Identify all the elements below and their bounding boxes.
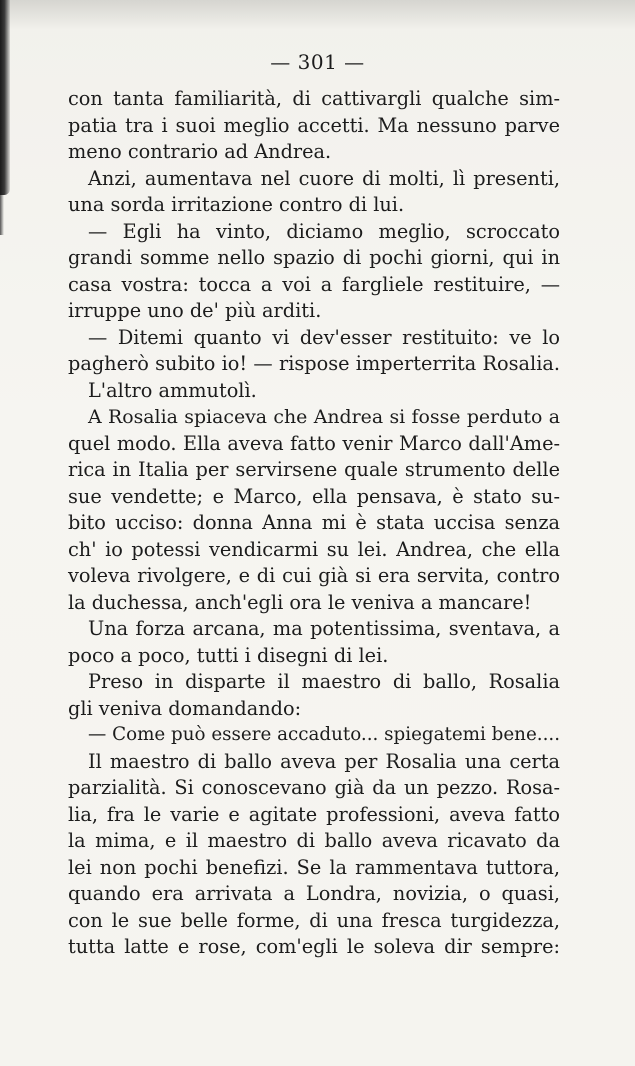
text-line: — Come può essere accaduto... spiegatemi bene.... <box>88 724 561 745</box>
text-line: Una forza arcana, ma potentissima, sventava, a <box>88 617 560 640</box>
text-line: Il maestro di ballo aveva per Rosalia una certa <box>88 749 560 773</box>
text-line: grandi somme nello spazio di pochi giorni, qui in <box>68 246 560 269</box>
text-line: una sorda irritazione contro di lui. <box>68 193 405 216</box>
page-number: — 301 — <box>270 50 365 74</box>
text-line: quel modo. Ella aveva fatto venir Marco dall'Ame- <box>68 431 560 455</box>
text-line: gli veniva domandando: <box>68 696 302 720</box>
text-line: pagherò subito io! — rispose imperterrita Rosalia. <box>68 352 560 375</box>
text-line: quando era arrivata a Londra, novizia, o quasi, <box>68 882 560 905</box>
text-line: irruppe uno de' più arditi. <box>68 299 322 322</box>
text-line: A Rosalia spiaceva che Andrea si fosse perduto a <box>88 406 560 428</box>
text-line: Anzi, aumentava nel cuore di molti, lì presenti, <box>88 166 560 190</box>
text-line: ch' io potessi vendicarmi su lei. Andrea, che ella <box>68 537 560 561</box>
text-line: meno contrario ad Andrea. <box>68 140 332 163</box>
text-line: patia tra i suoi meglio accetti. Ma nessuno parve <box>68 113 560 137</box>
text-line: L'altro ammutolì. <box>88 378 257 402</box>
text-line: poco a poco, tutti i disegni di lei. <box>68 643 389 667</box>
text-line: tutta latte e rose, com'egli le soleva dir sempre: <box>68 935 560 958</box>
body-text <box>68 86 560 961</box>
binding-edge <box>0 0 10 195</box>
text-line: bito ucciso: donna Anna mi è stata uccisa senza <box>68 511 560 534</box>
text-line: con tanta familiarità, di cattivargli qualche sim- <box>68 87 560 110</box>
text-line: casa vostra: tocca a voi a fargliele restituire, — <box>68 272 560 296</box>
text-line: — Egli ha vinto, diciamo meglio, scroccato <box>88 219 560 243</box>
text-line: con le sue belle forme, di una fresca turgidezza, <box>68 908 560 932</box>
text-line: parzialità. Si conoscevano già da un pezzo. Rosa- <box>68 776 560 799</box>
text-line: — Ditemi quanto vi dev'esser restituito: ve lo <box>88 325 560 349</box>
binding-edge-tail <box>0 195 4 235</box>
text-line: rica in Italia per servirsene quale strumento delle <box>68 458 560 481</box>
text-line: Preso in disparte il maestro di ballo, Rosalia <box>88 670 560 693</box>
page-top-shadow <box>0 0 635 30</box>
text-line: lei non pochi benefizi. Se la rammentava tuttora, <box>68 855 560 879</box>
text-line: sue vendette; e Marco, ella pensava, è stato su- <box>68 484 560 508</box>
text-line: lia, fra le varie e agitate professioni, aveva fatto <box>68 802 560 826</box>
text-line: la duchessa, anch'egli ora le veniva a mancare! <box>68 590 532 614</box>
text-line: voleva rivolgere, e di cui già si era servita, contro <box>68 564 560 587</box>
text-line: la mima, e il maestro di ballo aveva ricavato da <box>68 829 560 852</box>
